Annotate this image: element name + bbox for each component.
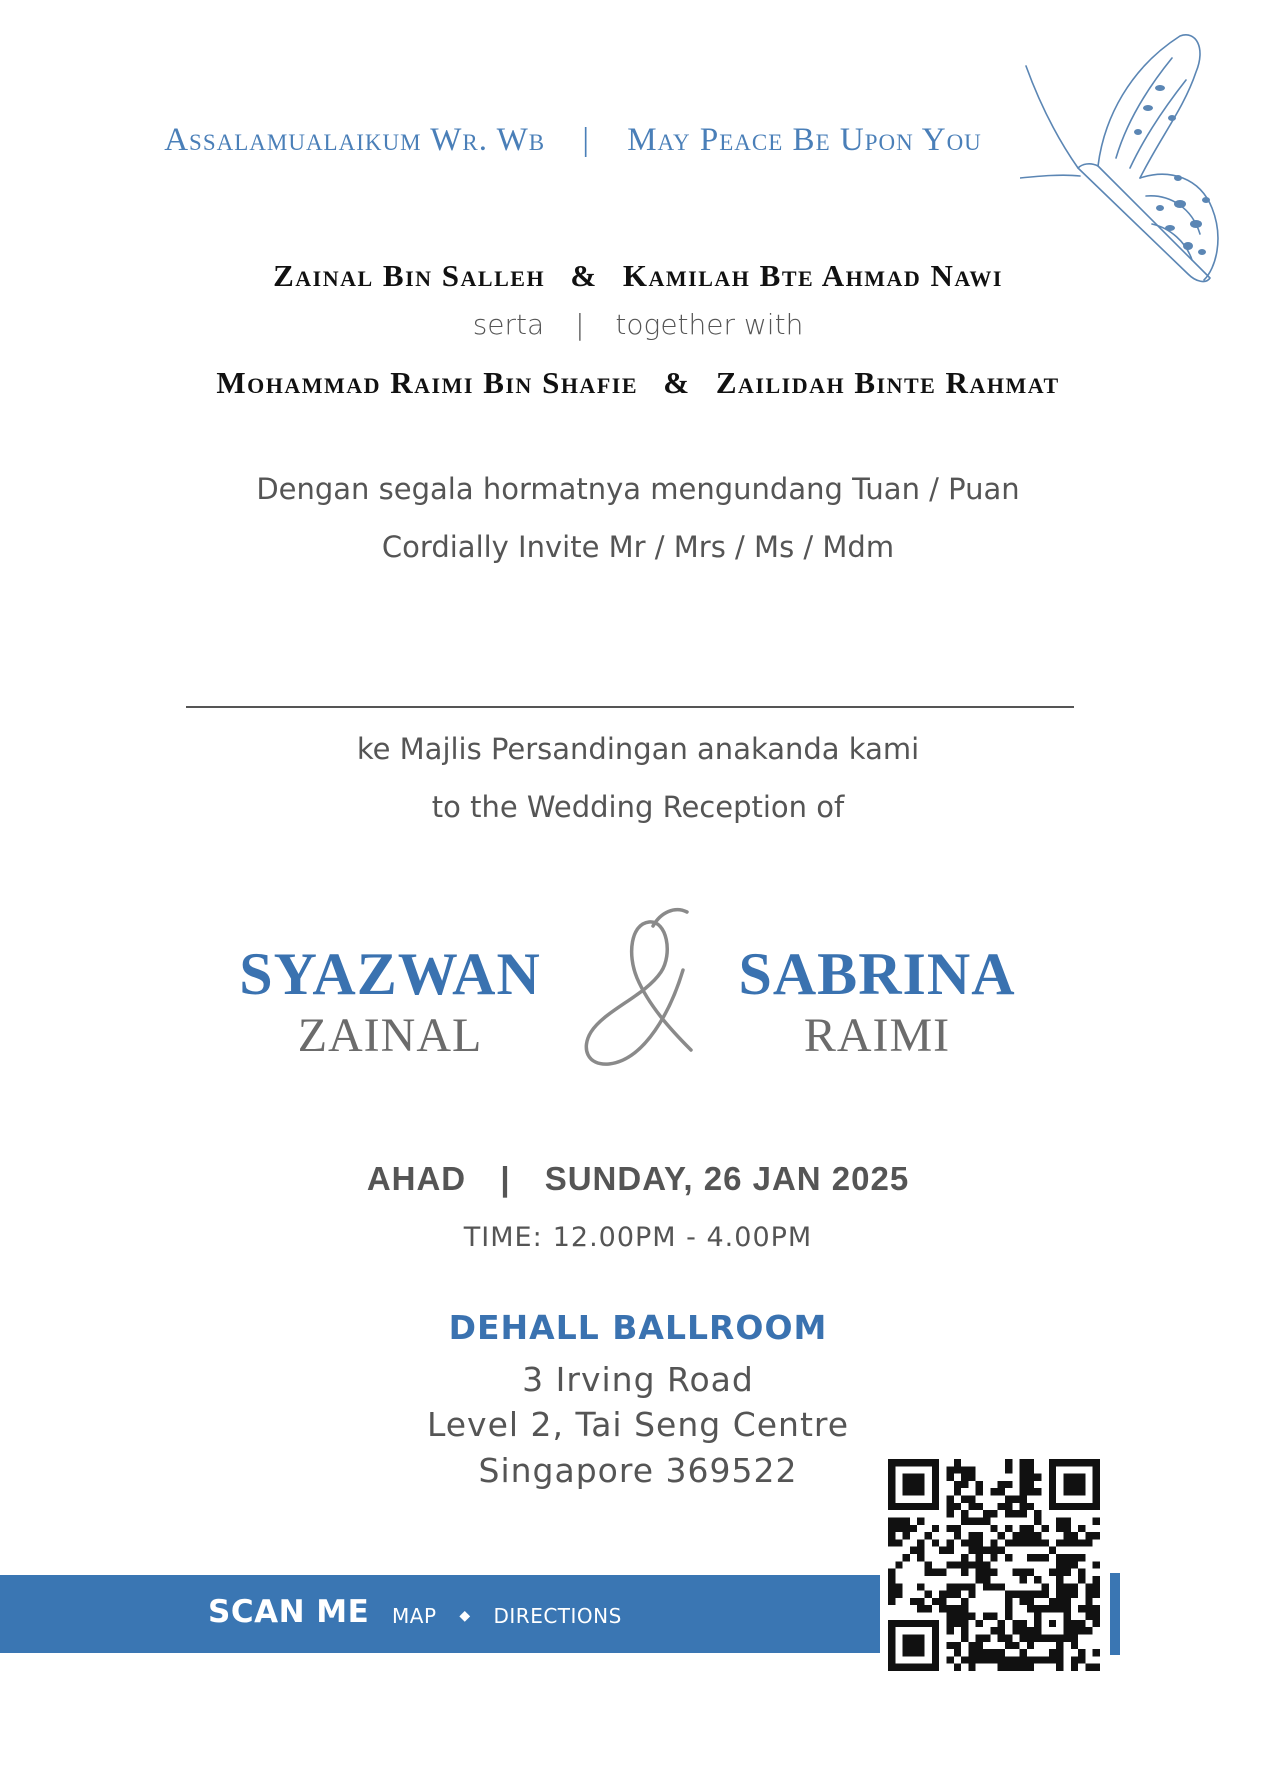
scan-banner-edge	[1110, 1573, 1120, 1655]
venue-address-line: Level 2, Tai Seng Centre	[426, 1405, 850, 1444]
bride-mother: Zailidah Binte Rahmat	[715, 365, 1060, 400]
event-day-malay: AHAD	[366, 1160, 467, 1197]
bride-first-name: SABRINA	[738, 941, 1016, 1007]
bullet-icon: ◆	[459, 1608, 471, 1624]
venue-address-line: 3 Irving Road	[522, 1360, 754, 1399]
event-date-separator: |	[500, 1160, 511, 1197]
greeting-english: May Peace Be Upon You	[627, 122, 982, 158]
groom-last-name: ZAINAL	[297, 1009, 483, 1062]
groom-first-name: SYAZWAN	[239, 941, 541, 1007]
reception-english: to the Wedding Reception of	[431, 790, 845, 824]
together-with-line	[0, 308, 1276, 341]
map-label: MAP	[392, 1604, 437, 1628]
scan-links	[392, 1604, 622, 1628]
ampersand-icon	[575, 900, 705, 1070]
venue-name: DEHALL BALLROOM	[448, 1308, 828, 1347]
groom-parents-amp: &	[570, 258, 598, 293]
scan-me-label: SCAN ME	[208, 1594, 370, 1630]
groom-father: Zainal Bin Salleh	[273, 258, 546, 293]
bride-father: Mohammad Raimi Bin Shafie	[216, 365, 638, 400]
directions-label: DIRECTIONS	[493, 1604, 622, 1628]
connector-english: together with	[615, 308, 804, 341]
invitation-english: Cordially Invite Mr / Mrs / Ms / Mdm	[381, 530, 895, 564]
greeting-separator: |	[582, 122, 590, 158]
event-time	[0, 1222, 1276, 1253]
connector-separator: |	[575, 308, 585, 341]
event-time-label: TIME:	[463, 1222, 543, 1253]
greeting-line	[0, 122, 1146, 159]
groom-mother: Kamilah Bte Ahmad Nawi	[622, 258, 1003, 293]
greeting-malay: Assalamualaikum Wr. Wb	[164, 122, 546, 158]
connector-malay: serta	[472, 308, 545, 341]
venue-address-line: Singapore 369522	[478, 1451, 798, 1490]
bride-parents-amp: &	[663, 365, 691, 400]
event-time-value: 12.00PM - 4.00PM	[552, 1222, 813, 1253]
bride-last-name: RAIMI	[803, 1009, 951, 1062]
groom-parents	[0, 258, 1276, 294]
event-date-english: SUNDAY, 26 JAN 2025	[544, 1160, 910, 1197]
bride-parents	[0, 365, 1276, 401]
reception-malay: ke Majlis Persandingan anakanda kami	[356, 732, 920, 766]
qr-code-icon[interactable]	[888, 1459, 1100, 1671]
invitation-malay: Dengan segala hormatnya mengundang Tuan / Puan	[256, 472, 1020, 506]
event-date	[0, 1160, 1276, 1198]
guest-name-line	[186, 706, 1074, 708]
